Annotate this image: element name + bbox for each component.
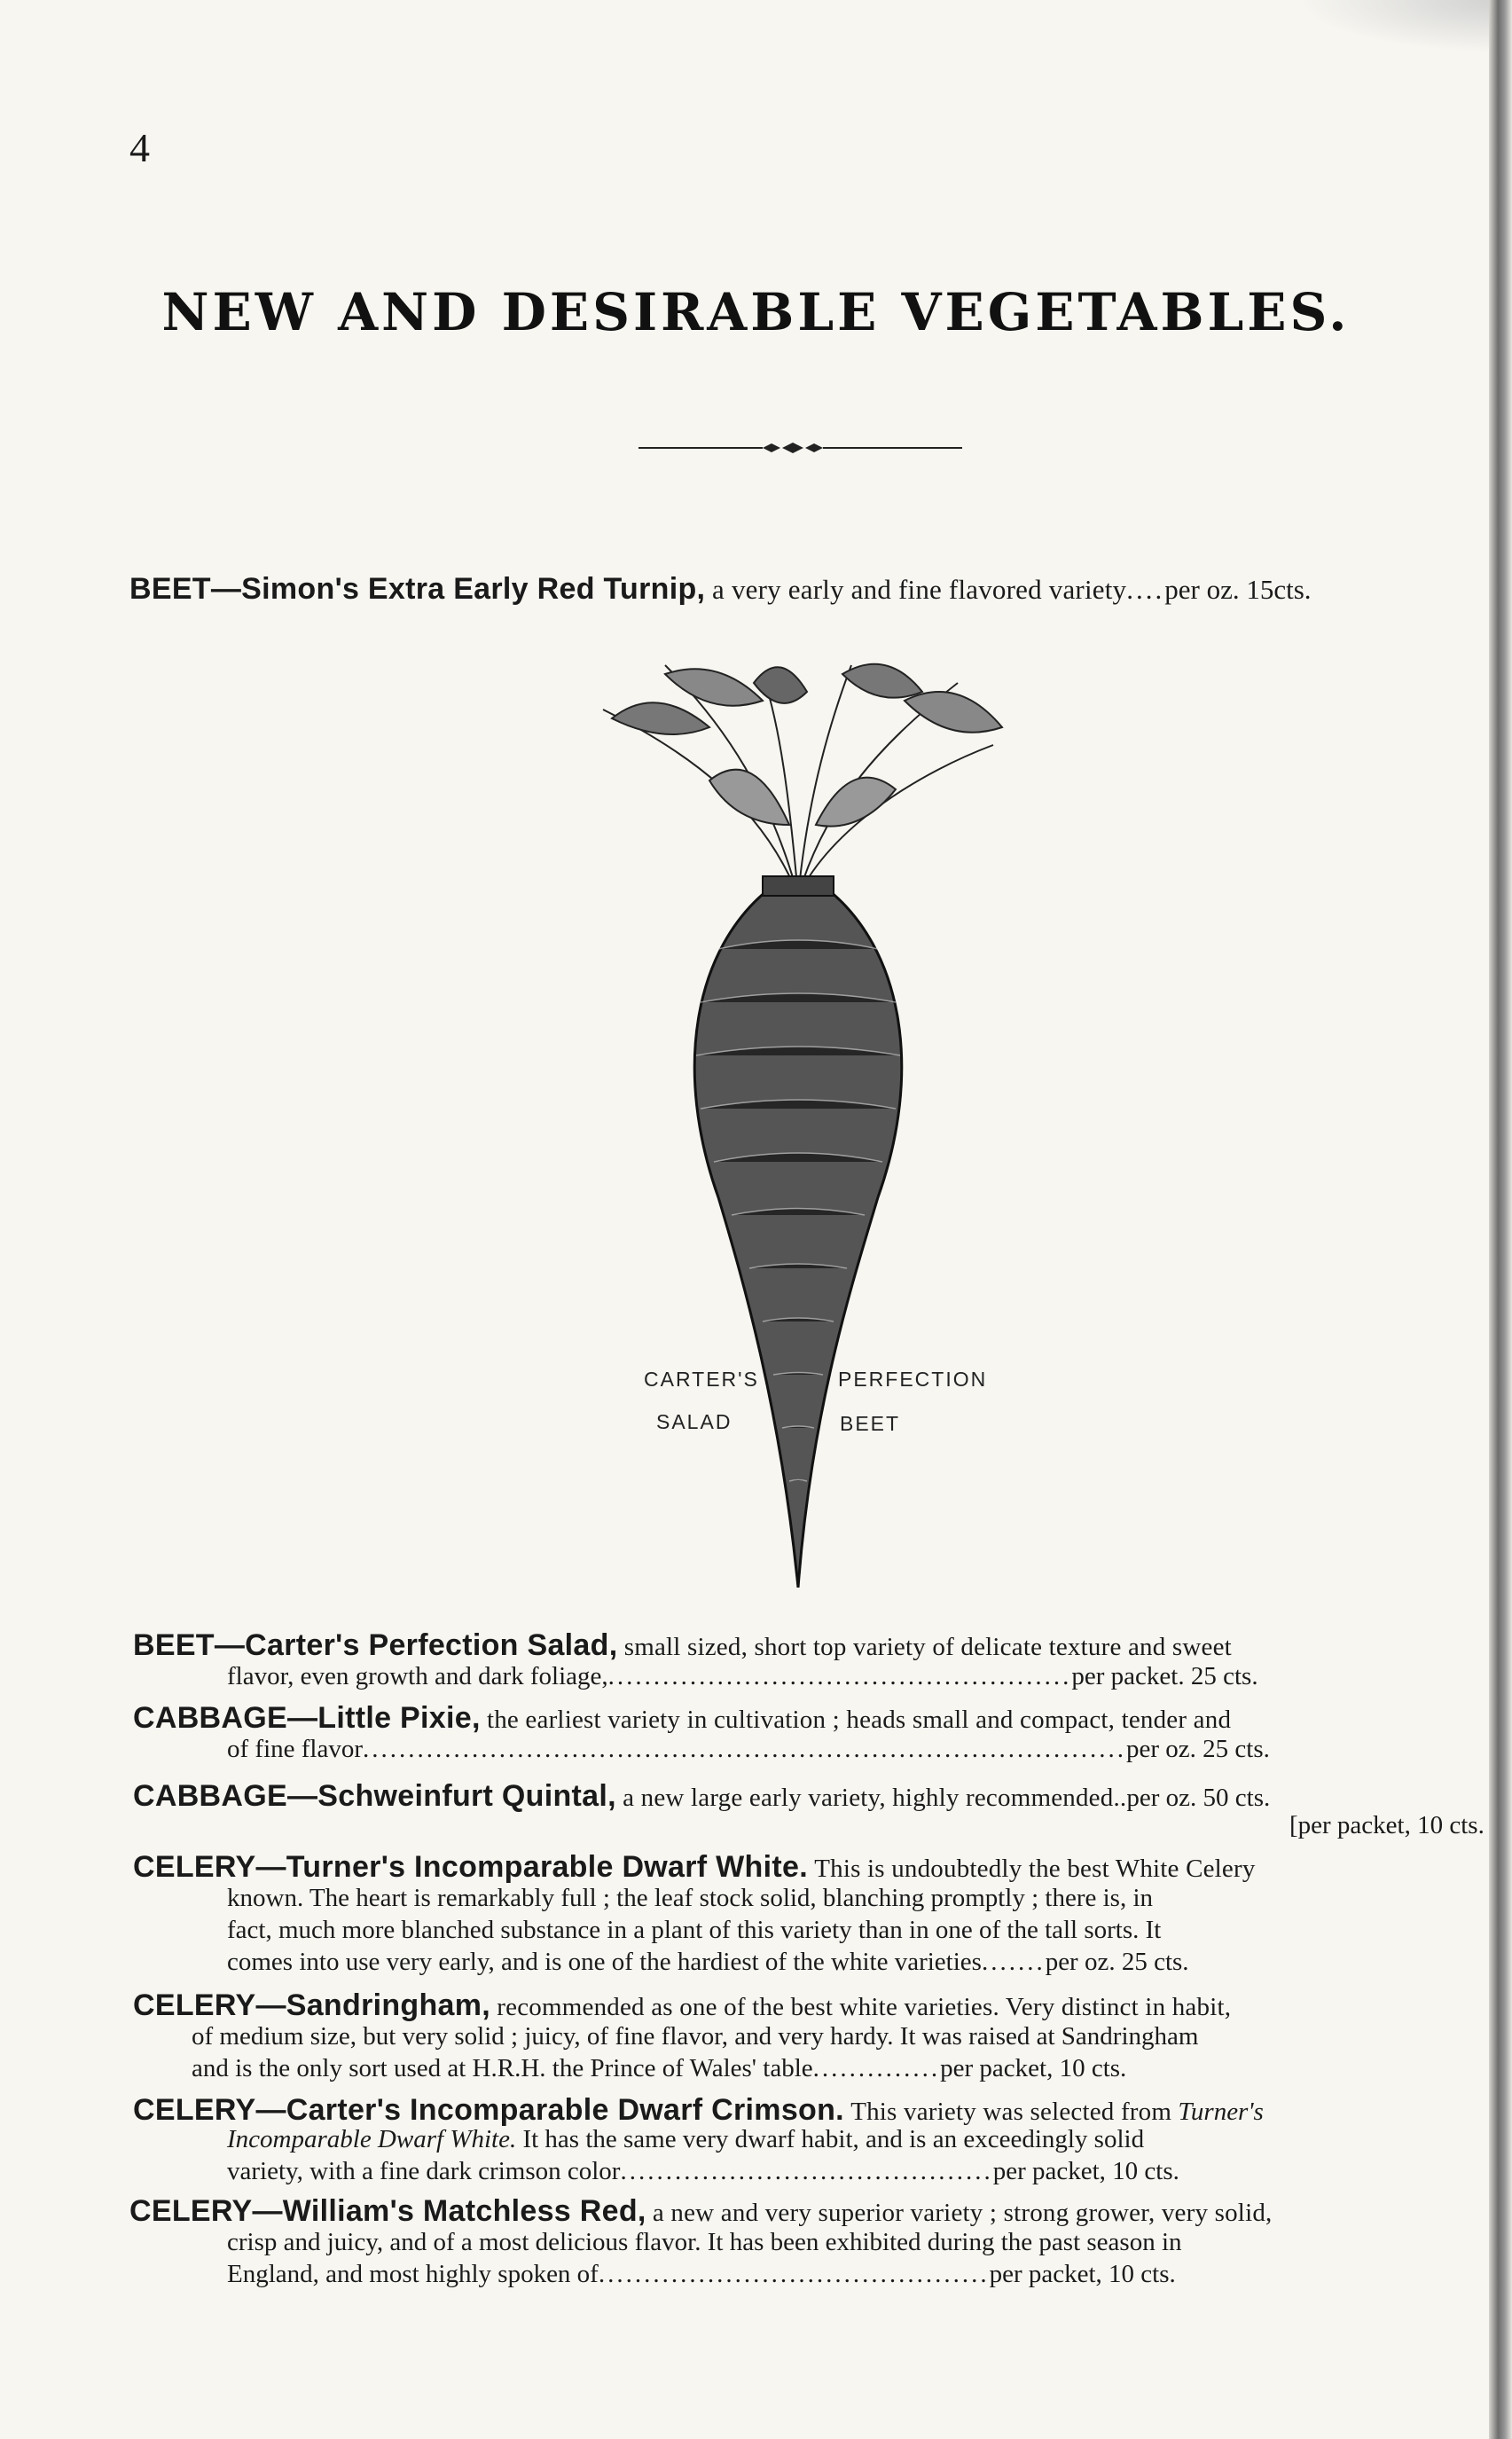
entry-price: per oz. 50 cts. [1126, 1784, 1271, 1812]
entry-desc: flavor, even growth and dark foliage, [227, 1662, 608, 1690]
entry-head: CELERY—William's Matchless Red, [129, 2194, 646, 2228]
entry-desc: of fine flavor [227, 1735, 363, 1763]
entry-desc: fact, much more blanched substance in a plant of this variety than in one of the tall sorts. It [227, 1916, 1162, 1944]
entry-desc: a new large early variety, highly recommended.. [623, 1784, 1127, 1812]
entry-desc-italic: Incomparable Dwarf White. [227, 2125, 517, 2153]
intro-entry [129, 572, 1312, 607]
entry-desc-italic: Turner's [1178, 2098, 1264, 2126]
entry-head: CABBAGE—Little Pixie, [133, 1701, 481, 1735]
beet-illustration [585, 647, 1011, 1588]
entry-desc: small sized, short top variety of delicate texture and sweet [623, 1633, 1232, 1661]
entry-desc: of medium size, but very solid ; juicy, of fine flavor, and very hardy. It was raised at Sandringham [192, 2022, 1199, 2051]
entry-celery-carters-crimson-line-1 [133, 2095, 1264, 2125]
entry-cabbage-schweinfurt-line-2 [1289, 1813, 1485, 1839]
entry-head: CABBAGE—Schweinfurt Quintal, [133, 1779, 616, 1813]
illustration-label-salad: SALAD [656, 1410, 732, 1433]
entry-cabbage-pixie-line-1 [133, 1703, 1231, 1733]
entry-desc: This variety was selected from [850, 2098, 1172, 2126]
leader-dots: ........................................... [598, 2260, 990, 2288]
entry-celery-turners-line-2 [227, 1886, 1153, 1911]
entry-desc: crisp and juicy, and of a most delicious flavor. It has been exhibited during the past season in [227, 2228, 1182, 2256]
entry-desc: a new and very superior variety ; strong grower, very solid, [652, 2199, 1273, 2227]
entry-price-2: [per packet, 10 cts. [1289, 1811, 1485, 1839]
entry-head: BEET—Carter's Perfection Salad, [133, 1628, 618, 1662]
leader-dots: .............. [812, 2054, 941, 2082]
entry-celery-williams-line-3 [227, 2262, 1176, 2287]
entry-celery-williams-line-2 [227, 2230, 1182, 2255]
entry-cabbage-pixie-line-2 [227, 1737, 1270, 1762]
intro-entry-head: BEET—Simon's Extra Early Red Turnip, [129, 572, 706, 606]
entry-celery-williams-line-1 [129, 2196, 1272, 2226]
page-number: 4 [129, 125, 150, 170]
entry-head: CELERY—Sandringham, [133, 1988, 491, 2022]
leader-dots: ......................................... [620, 2157, 993, 2185]
entry-cabbage-schweinfurt-line-1 [133, 1781, 1270, 1811]
leader-dots: ....... [981, 1948, 1046, 1976]
leader-dots: ................................................... [607, 1662, 1072, 1690]
entry-desc: the earliest variety in cultivation ; heads small and compact, tender and [486, 1706, 1232, 1734]
entry-desc: recommended as one of the best white varieties. Very distinct in habit, [497, 1993, 1232, 2021]
entry-head: CELERY—Carter's Incomparable Dwarf Crimson. [133, 2093, 844, 2127]
entry-desc: comes into use very early, and is one of the hardiest of the white varieties [227, 1948, 982, 1976]
entry-price: per oz. 25 cts. [1045, 1948, 1189, 1976]
entry-price: per packet, 10 cts. [992, 2157, 1179, 2185]
entry-celery-carters-crimson-line-2 [227, 2127, 1144, 2153]
entry-celery-sandringham-line-1 [133, 1990, 1231, 2020]
entry-desc: It has the same very dwarf habit, and is an exceedingly solid [522, 2125, 1145, 2153]
entry-desc: This is undoubtedly the best White Celery [814, 1855, 1256, 1883]
scan-corner-noise [1299, 0, 1512, 53]
entry-desc: England, and most highly spoken of [227, 2260, 599, 2288]
entry-celery-sandringham-line-2 [192, 2024, 1198, 2050]
entry-celery-sandringham-line-3 [192, 2056, 1126, 2082]
intro-entry-dots: .... [1126, 574, 1165, 605]
entry-head: CELERY—Turner's Incomparable Dwarf White. [133, 1850, 808, 1884]
entry-beet-carters-line-2 [227, 1664, 1258, 1690]
illustration-label-beet: BEET [840, 1412, 901, 1435]
entry-desc: known. The heart is remarkably full ; the leaf stock solid, blanching promptly ; there is, in [227, 1884, 1154, 1912]
entry-price: per oz. 25 cts. [1126, 1735, 1270, 1763]
illustration-label-perfection: PERFECTION [838, 1368, 988, 1391]
entry-desc: variety, with a fine dark crimson color [227, 2157, 621, 2185]
entry-beet-carters-line-1 [133, 1630, 1232, 1660]
intro-entry-price: per oz. 15cts. [1164, 574, 1312, 605]
page-title: NEW AND DESIRABLE VEGETABLES. [161, 282, 1351, 342]
title-ornament [638, 439, 962, 457]
intro-entry-desc: a very early and fine flavored variety [712, 574, 1127, 605]
entry-desc: and is the only sort used at H.R.H. the Prince of Wales' table [192, 2054, 813, 2082]
entry-celery-turners-line-3 [227, 1917, 1161, 1943]
leader-dots: .................................................................................... [363, 1735, 1126, 1763]
entry-price: per packet, 10 cts. [989, 2260, 1176, 2288]
illustration-label-carters: CARTER'S [644, 1368, 759, 1391]
entry-celery-turners-line-4 [227, 1949, 1189, 1975]
entry-price: per packet. 25 cts. [1071, 1662, 1258, 1690]
entry-price: per packet, 10 cts. [940, 2054, 1127, 2082]
entry-celery-carters-crimson-line-3 [227, 2159, 1179, 2184]
scan-page-edge [1489, 0, 1512, 2439]
entry-celery-turners-line-1 [133, 1852, 1256, 1882]
